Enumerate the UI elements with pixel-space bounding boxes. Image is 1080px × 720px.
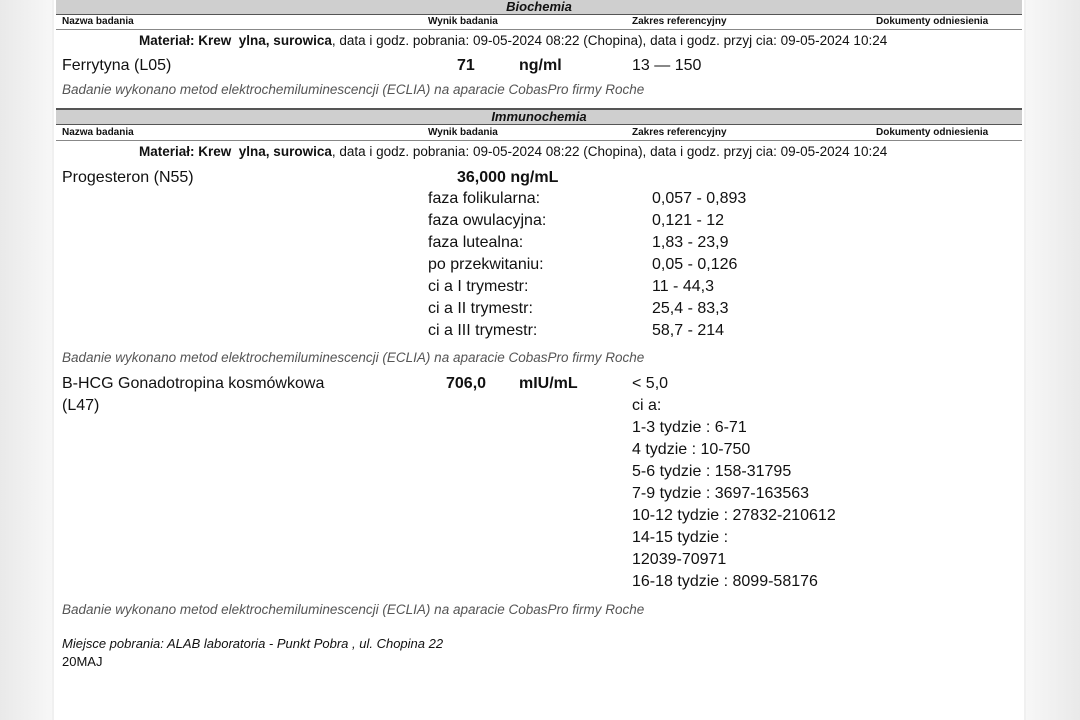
range-line: 16-18 tydzie : 8099-58176 <box>632 573 818 590</box>
test-name-ferrytyna: Ferrytyna (L05) <box>62 57 172 74</box>
section-header-biochemia <box>56 0 1022 15</box>
phase-range: 11 - 44,3 <box>652 278 714 295</box>
range-line: ci a: <box>632 397 662 414</box>
collection-place: Miejsce pobrania: ALAB laboratoria - Punkt Pobra , ul. Chopina 22 <box>62 636 444 651</box>
test-name-progesteron: Progesteron (N55) <box>62 169 194 186</box>
header-divider <box>56 140 1022 141</box>
material-info <box>139 33 887 49</box>
phase-label: po przekwitaniu: <box>428 256 544 273</box>
phase-label: ci a III trymestr: <box>428 322 538 339</box>
column-header-result: Wynik badania <box>428 127 498 138</box>
column-header-range: Zakres referencyjny <box>632 16 727 27</box>
range-line: 1-3 tydzie : 6-71 <box>632 419 747 436</box>
photo-edge-left <box>0 0 52 720</box>
range-line: < 5,0 <box>632 375 669 392</box>
photo-edge-right <box>1026 0 1080 720</box>
result-value-progesteron: 36,000 ng/mL <box>457 169 559 186</box>
reference-range-ferrytyna: 13 — 150 <box>632 57 702 74</box>
phase-range: 25,4 - 83,3 <box>652 300 729 317</box>
progesteron-phase-list <box>428 188 546 342</box>
phase-label: ci a I trymestr: <box>428 278 529 295</box>
range-line: 12039-70971 <box>632 551 727 568</box>
method-note: Badanie wykonano metod elektrochemiluminescencji (ECLIA) na aparacie CobasPro firmy Roche <box>62 82 645 97</box>
column-header-name: Nazwa badania <box>62 16 134 27</box>
method-note: Badanie wykonano metod elektrochemiluminescencji (ECLIA) na aparacie CobasPro firmy Roche <box>62 350 645 365</box>
test-code-bhcg: (L47) <box>62 397 100 414</box>
column-header-result: Wynik badania <box>428 16 498 27</box>
range-line: 14-15 tydzie : <box>632 529 729 546</box>
result-unit-bhcg: mIU/mL <box>519 375 578 392</box>
result-unit-ferrytyna: ng/ml <box>519 57 562 74</box>
method-note: Badanie wykonano metod elektrochemiluminescencji (ECLIA) na aparacie CobasPro firmy Roche <box>62 602 645 617</box>
range-line: 5-6 tydzie : 158-31795 <box>632 463 792 480</box>
phase-label: ci a II trymestr: <box>428 300 533 317</box>
phase-range: 0,05 - 0,126 <box>652 256 738 273</box>
range-line: 10-12 tydzie : 27832-210612 <box>632 507 836 524</box>
progesteron-range-list <box>652 188 746 342</box>
header-divider <box>56 29 1022 30</box>
range-line: 4 tydzie : 10-750 <box>632 441 751 458</box>
phase-range: 0,057 - 0,893 <box>652 190 747 207</box>
material-label: Materiał: Krew <box>139 144 232 159</box>
material-type: ylna, surowica <box>238 144 332 159</box>
report-code: 20MAJ <box>62 654 103 669</box>
phase-range: 0,121 - 12 <box>652 212 725 229</box>
material-type: ylna, surowica <box>238 33 332 48</box>
section-header-immunochemia <box>56 108 1022 125</box>
column-header-docs: Dokumenty odniesienia <box>876 127 989 138</box>
range-line: 7-9 tydzie : 3697-163563 <box>632 485 810 502</box>
test-name-bhcg: B-HCG Gonadotropina kosmówkowa <box>62 375 325 392</box>
phase-range: 1,83 - 23,9 <box>652 234 729 251</box>
column-header-docs: Dokumenty odniesienia <box>876 16 989 27</box>
result-value-ferrytyna: 71 <box>457 57 475 74</box>
phase-label: faza folikularna: <box>428 190 541 207</box>
material-details: , data i godz. pobrania: 09-05-2024 08:22 (Chopina), data i godz. przyj cia: 09-05-2024 10:24 <box>331 144 888 159</box>
section-title: Immunochemia <box>491 109 587 124</box>
column-header-range: Zakres referencyjny <box>632 127 727 138</box>
material-details: , data i godz. pobrania: 09-05-2024 08:22 (Chopina), data i godz. przyj cia: 09-05-2024 10:24 <box>331 33 888 48</box>
lab-report-page <box>54 0 1024 720</box>
result-value-bhcg: 706,0 <box>446 375 487 392</box>
phase-label: faza lutealna: <box>428 234 524 251</box>
phase-label: faza owulacyjna: <box>428 212 547 229</box>
material-info <box>139 144 887 160</box>
phase-range: 58,7 - 214 <box>652 322 725 339</box>
bhcg-range-list <box>632 373 836 593</box>
column-header-name: Nazwa badania <box>62 127 134 138</box>
material-label: Materiał: Krew <box>139 33 232 48</box>
section-title: Biochemia <box>506 0 572 14</box>
